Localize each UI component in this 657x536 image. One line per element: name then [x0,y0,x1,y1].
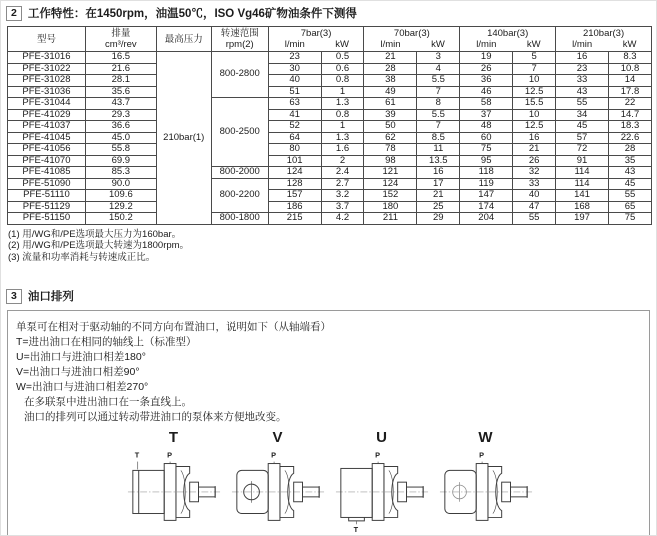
flow-210bar-cell: 34 [556,109,609,121]
pump-diagram-u [333,430,431,534]
flow-70bar-cell: 62 [364,132,417,144]
section3-number-box: 3 [6,289,22,304]
displacement-cell: 85.3 [85,167,156,179]
power-140bar-cell: 12.5 [513,86,556,98]
port-label-p: P [270,450,276,460]
table-row [8,86,652,98]
flow-140bar-cell: 26 [460,63,513,75]
flow-140bar-cell: 75 [460,144,513,156]
col-header-210bar: 210bar(3) l/min kW [556,27,652,52]
displacement-cell: 43.7 [85,98,156,110]
flow-70bar-cell: 21 [364,52,417,64]
port-line: 油口的排列可以通过转动带进油口的泵体来方便地改变。 [24,411,287,423]
section3-title [6,288,652,304]
model-cell: PFE-31022 [8,63,86,75]
flow-7bar-cell: 30 [268,63,321,75]
flow-140bar-cell: 19 [460,52,513,64]
port-label-p: P [478,450,484,460]
flow-210bar-cell: 45 [556,121,609,133]
flow-140bar-cell: 36 [460,75,513,87]
displacement-cell: 109.6 [85,190,156,202]
diagram-label-u: U [376,429,387,446]
power-140bar-cell: 32 [513,167,556,179]
flow-210bar-cell: 33 [556,75,609,87]
model-cell: PFE-51129 [8,201,86,213]
power-140bar-cell: 15.5 [513,98,556,110]
displacement-cell: 35.6 [85,86,156,98]
table-row [8,155,652,167]
flow-210bar-cell: 141 [556,190,609,202]
power-210bar-cell: 28 [608,144,651,156]
col-header-displacement: 排量 cm³/rev [85,27,156,52]
power-210bar-cell: 22 [608,98,651,110]
flow-210bar-cell: 91 [556,155,609,167]
power-7bar-cell: 3.2 [321,190,364,202]
pump-drawing-w [437,446,535,534]
power-140bar-cell: 55 [513,213,556,225]
power-7bar-cell: 2.7 [321,178,364,190]
table-row [8,190,652,202]
power-140bar-cell: 10 [513,109,556,121]
displacement-cell: 36.6 [85,121,156,133]
port-description [16,320,643,425]
displacement-cell: 21.6 [85,63,156,75]
displacement-cell: 69.9 [85,155,156,167]
flow-70bar-cell: 211 [364,213,417,225]
flow-70bar-cell: 39 [364,109,417,121]
speed-range-cell: 800-2800 [211,52,268,98]
flow-140bar-cell: 174 [460,201,513,213]
power-210bar-cell: 55 [608,190,651,202]
pump-drawing-v [229,446,327,534]
table-row [8,144,652,156]
speed-range-cell: 800-2500 [211,98,268,167]
power-140bar-cell: 12.5 [513,121,556,133]
power-210bar-cell: 45 [608,178,651,190]
section2-title [6,5,652,21]
power-7bar-cell: 0.8 [321,75,364,87]
displacement-cell: 45.0 [85,132,156,144]
power-70bar-cell: 8.5 [417,132,460,144]
pump-diagram-v [229,430,327,534]
power-7bar-cell: 2 [321,155,364,167]
power-70bar-cell: 17 [417,178,460,190]
flow-210bar-cell: 55 [556,98,609,110]
flow-70bar-cell: 124 [364,178,417,190]
port-label-p: P [166,450,172,460]
flow-210bar-cell: 114 [556,178,609,190]
displacement-cell: 28.1 [85,75,156,87]
power-7bar-cell: 0.8 [321,109,364,121]
model-cell: PFE-41045 [8,132,86,144]
power-210bar-cell: 8.3 [608,52,651,64]
flow-70bar-cell: 152 [364,190,417,202]
flow-140bar-cell: 204 [460,213,513,225]
flow-140bar-cell: 48 [460,121,513,133]
flow-210bar-cell: 168 [556,201,609,213]
power-140bar-cell: 33 [513,178,556,190]
power-7bar-cell: 1.3 [321,98,364,110]
port-label-p: P [374,450,380,460]
port-label-t: T [134,450,139,460]
power-70bar-cell: 5.5 [417,75,460,87]
flow-7bar-cell: 101 [268,155,321,167]
model-cell: PFE-41056 [8,144,86,156]
power-210bar-cell: 14.7 [608,109,651,121]
power-210bar-cell: 43 [608,167,651,179]
power-210bar-cell: 22.6 [608,132,651,144]
flow-70bar-cell: 180 [364,201,417,213]
diagram-label-t: T [168,429,179,446]
power-70bar-cell: 21 [417,190,460,202]
port-arrangement-box [7,310,650,536]
flow-7bar-cell: 51 [268,86,321,98]
pump-diagrams [16,430,643,534]
section2-title-text: 工作特性：在1450rpm，油温50℃，ISO Vg46矿物油条件下测得 [27,8,357,20]
power-70bar-cell: 11 [417,144,460,156]
col-header-max-pressure: 最高压力 [156,27,211,52]
col-header-140bar: 140bar(3) l/min kW [460,27,556,52]
flow-140bar-cell: 95 [460,155,513,167]
section2-number-box: 2 [6,6,22,21]
spec-table-header-row [8,27,652,52]
power-70bar-cell: 5.5 [417,109,460,121]
power-140bar-cell: 10 [513,75,556,87]
flow-70bar-cell: 98 [364,155,417,167]
table-row [8,178,652,190]
power-210bar-cell: 18.3 [608,121,651,133]
table-row [8,201,652,213]
pump-diagram-w [437,430,535,534]
pump-drawing-t [125,446,223,534]
flow-7bar-cell: 128 [268,178,321,190]
table-row [8,121,652,133]
power-140bar-cell: 5 [513,52,556,64]
model-cell: PFE-31036 [8,86,86,98]
diagram-label-v: V [272,429,283,446]
footnotes [8,229,652,264]
max-pressure-cell: 210bar(1) [156,52,211,225]
flow-140bar-cell: 118 [460,167,513,179]
footnote-1: (1) 用/WG和/PE选项最大压力为160bar。 [8,228,182,240]
power-70bar-cell: 4 [417,63,460,75]
pump-drawing-u [333,446,431,534]
flow-140bar-cell: 147 [460,190,513,202]
displacement-cell: 150.2 [85,213,156,225]
power-7bar-cell: 0.6 [321,63,364,75]
spec-table [7,26,652,225]
section3-title-text: 油口排列 [27,291,74,303]
col-header-speed-range: 转速范围 rpm(2) [211,27,268,52]
col-header-model: 型号 [8,27,86,52]
flow-7bar-cell: 41 [268,109,321,121]
power-140bar-cell: 21 [513,144,556,156]
model-cell: PFE-41029 [8,109,86,121]
power-210bar-cell: 14 [608,75,651,87]
footnote-3: (3) 流量和功率消耗与转速成正比。 [8,251,156,263]
flow-7bar-cell: 157 [268,190,321,202]
model-cell: PFE-31028 [8,75,86,87]
model-cell: PFE-51110 [8,190,86,202]
model-cell: PFE-51150 [8,213,86,225]
power-7bar-cell: 1.3 [321,132,364,144]
table-row [8,63,652,75]
flow-7bar-cell: 215 [268,213,321,225]
table-row [8,98,652,110]
table-row [8,109,652,121]
model-cell: PFE-41085 [8,167,86,179]
power-7bar-cell: 0.5 [321,52,364,64]
table-row [8,213,652,225]
section3 [6,288,652,536]
port-line: U=出油口与进油口相差180° [16,351,146,363]
displacement-cell: 29.3 [85,109,156,121]
table-row [8,167,652,179]
power-7bar-cell: 1 [321,86,364,98]
port-line: T=进出油口在相同的轴线上（标准型） [16,336,197,348]
table-row [8,52,652,64]
speed-range-cell: 800-2200 [211,178,268,213]
flow-7bar-cell: 80 [268,144,321,156]
flow-7bar-cell: 64 [268,132,321,144]
power-70bar-cell: 16 [417,167,460,179]
flow-70bar-cell: 121 [364,167,417,179]
flow-7bar-cell: 63 [268,98,321,110]
flow-140bar-cell: 37 [460,109,513,121]
port-line: 在多联泵中进出油口在一条直线上。 [24,396,192,408]
power-140bar-cell: 26 [513,155,556,167]
model-cell: PFE-41070 [8,155,86,167]
diagram-label-w: W [478,429,493,446]
power-210bar-cell: 35 [608,155,651,167]
power-70bar-cell: 29 [417,213,460,225]
power-7bar-cell: 4.2 [321,213,364,225]
power-140bar-cell: 7 [513,63,556,75]
power-7bar-cell: 3.7 [321,201,364,213]
flow-70bar-cell: 49 [364,86,417,98]
port-label-t: T [353,525,358,534]
power-7bar-cell: 1 [321,121,364,133]
power-210bar-cell: 17.8 [608,86,651,98]
flow-70bar-cell: 50 [364,121,417,133]
model-cell: PFE-51090 [8,178,86,190]
port-line: 单泵可在相对于驱动轴的不同方向布置油口，说明如下（从轴端看） [16,321,331,333]
flow-140bar-cell: 119 [460,178,513,190]
displacement-cell: 129.2 [85,201,156,213]
power-7bar-cell: 1.6 [321,144,364,156]
table-row [8,132,652,144]
flow-70bar-cell: 61 [364,98,417,110]
flow-7bar-cell: 23 [268,52,321,64]
power-140bar-cell: 16 [513,132,556,144]
power-140bar-cell: 40 [513,190,556,202]
flow-7bar-cell: 186 [268,201,321,213]
power-70bar-cell: 7 [417,121,460,133]
col-header-70bar: 70bar(3) l/min kW [364,27,460,52]
flow-140bar-cell: 60 [460,132,513,144]
displacement-cell: 16.5 [85,52,156,64]
speed-range-cell: 800-2000 [211,167,268,179]
model-cell: PFE-41037 [8,121,86,133]
flow-210bar-cell: 23 [556,63,609,75]
power-210bar-cell: 65 [608,201,651,213]
footnote-2: (2) 用/WG和/PE选项最大转速为1800rpm。 [8,240,190,251]
power-70bar-cell: 25 [417,201,460,213]
port-line: W=出油口与进油口相差270° [16,381,149,393]
flow-210bar-cell: 16 [556,52,609,64]
spec-table-body [8,52,652,225]
flow-70bar-cell: 38 [364,75,417,87]
power-210bar-cell: 10.8 [608,63,651,75]
flow-210bar-cell: 197 [556,213,609,225]
power-70bar-cell: 8 [417,98,460,110]
displacement-cell: 90.0 [85,178,156,190]
displacement-cell: 55.8 [85,144,156,156]
flow-70bar-cell: 28 [364,63,417,75]
flow-140bar-cell: 46 [460,86,513,98]
flow-210bar-cell: 43 [556,86,609,98]
power-70bar-cell: 7 [417,86,460,98]
flow-7bar-cell: 124 [268,167,321,179]
model-cell: PFE-31044 [8,98,86,110]
power-7bar-cell: 2.4 [321,167,364,179]
table-row [8,75,652,87]
power-70bar-cell: 3 [417,52,460,64]
flow-210bar-cell: 114 [556,167,609,179]
flow-7bar-cell: 52 [268,121,321,133]
power-140bar-cell: 47 [513,201,556,213]
power-210bar-cell: 75 [608,213,651,225]
flow-7bar-cell: 40 [268,75,321,87]
model-cell: PFE-31016 [8,52,86,64]
port-line: V=出油口与进油口相差90° [16,366,140,378]
power-70bar-cell: 13.5 [417,155,460,167]
speed-range-cell: 800-1800 [211,213,268,225]
pump-diagram-t [125,430,223,534]
flow-210bar-cell: 72 [556,144,609,156]
flow-210bar-cell: 57 [556,132,609,144]
flow-140bar-cell: 58 [460,98,513,110]
col-header-7bar: 7bar(3) l/min kW [268,27,364,52]
flow-70bar-cell: 78 [364,144,417,156]
